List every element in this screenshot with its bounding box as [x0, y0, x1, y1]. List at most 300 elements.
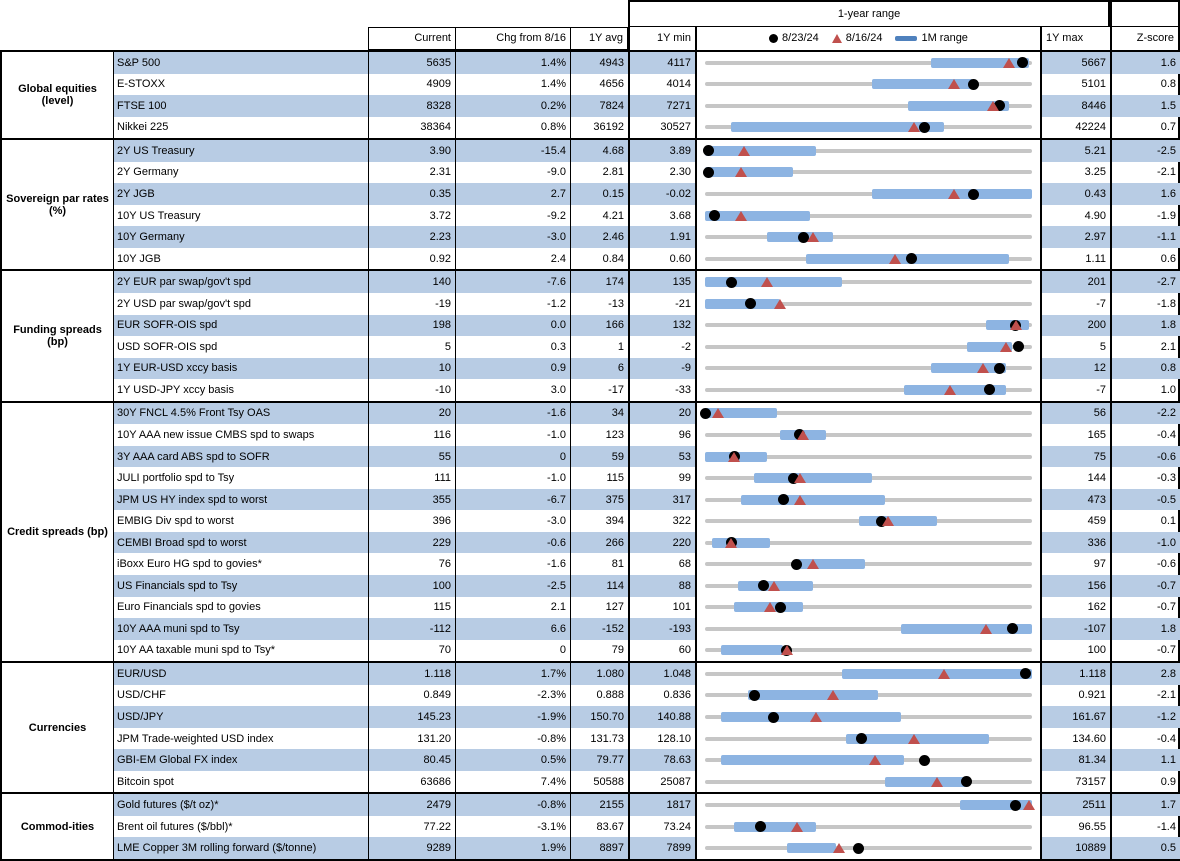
chg-from-8-16-cell: -0.8%: [455, 794, 570, 816]
chg-from-8-16-cell: 2.1: [455, 597, 570, 619]
prior-week-triangle-marker: [948, 189, 960, 199]
prior-week-triangle-marker: [931, 777, 943, 787]
section-rows: [113, 663, 1180, 792]
range-chart-cell: [695, 685, 1040, 707]
1y-min-cell: 0.836: [628, 685, 695, 707]
asset-name-cell: 2Y USD par swap/gov't spd: [117, 297, 251, 310]
1y-avg-cell: 174: [570, 271, 628, 293]
table-section: [2, 50, 1178, 138]
1y-max-cell: 73157: [1040, 771, 1110, 793]
asset-name-cell: LME Copper 3M rolling forward ($/tonne): [114, 837, 368, 859]
chg-from-8-16-cell: -1.6: [455, 553, 570, 575]
1y-max-cell: 10889: [1040, 837, 1110, 859]
1y-min-cell: 73.24: [628, 816, 695, 838]
current-value-cell: 100: [368, 575, 455, 597]
asset-name-cell: EUR SOFR-OIS spd: [114, 315, 368, 337]
table-row: [114, 597, 1180, 619]
asset-name-cell: 2Y JGB: [114, 183, 368, 205]
prior-week-triangle-marker: [908, 734, 920, 744]
z-score-cell: 2.1: [1110, 336, 1180, 358]
z-score-cell: -0.7: [1110, 575, 1180, 597]
current-dot-marker: [994, 363, 1005, 374]
range-chart-cell: [695, 618, 1040, 640]
1m-range-bar: [705, 299, 780, 309]
range-chart-cell: [695, 95, 1040, 117]
1y-max-cell: 12: [1040, 358, 1110, 380]
1y-max-cell: 2511: [1040, 794, 1110, 816]
current-dot-marker: [1013, 341, 1024, 352]
column-header-chg-from-8-16: Chg from 8/16: [455, 27, 570, 50]
asset-name-cell: Bitcoin spot: [117, 775, 174, 788]
prior-week-triangle-marker: [764, 602, 776, 612]
1y-max-cell: 3.25: [1040, 162, 1110, 184]
table-row: [114, 771, 1180, 793]
1y-max-cell: 5.21: [1040, 140, 1110, 162]
range-track: [705, 433, 1032, 437]
1m-range-bar: [741, 495, 885, 505]
1m-range-bar: [748, 690, 879, 700]
table-row: [114, 205, 1180, 227]
asset-name-cell: USD/CHF: [117, 689, 166, 702]
1y-avg-cell: 115: [570, 467, 628, 489]
chg-from-8-16-cell: 1.9%: [455, 837, 570, 859]
current-value-cell: 396: [368, 510, 455, 532]
current-value-cell: 63686: [368, 771, 455, 793]
z-score-cell: 1.6: [1110, 183, 1180, 205]
table-row: [114, 140, 1180, 162]
table-row: [114, 446, 1180, 468]
asset-name-cell: iBoxx Euro HG spd to govies*: [117, 558, 262, 571]
chg-from-8-16-cell: -6.7: [455, 489, 570, 511]
current-dot-marker: [968, 79, 979, 90]
z-score-cell: 0.8: [1110, 358, 1180, 380]
asset-name-cell: 10Y US Treasury: [117, 209, 201, 222]
range-chart-cell: [695, 467, 1040, 489]
table-section: [2, 661, 1178, 792]
1y-max-cell: 473: [1040, 489, 1110, 511]
1y-avg-cell: 114: [570, 575, 628, 597]
range-chart-cell: [695, 74, 1040, 96]
section-rows: [113, 271, 1180, 400]
prior-week-triangle-marker: [1023, 800, 1035, 810]
range-chart-cell: [695, 403, 1040, 425]
chg-from-8-16-cell: 1.4%: [455, 52, 570, 74]
1y-avg-cell: 0.888: [570, 685, 628, 707]
asset-name-cell: S&P 500: [114, 52, 368, 74]
1y-max-cell: 156: [1040, 575, 1110, 597]
1m-range-bar: [859, 516, 937, 526]
asset-name-cell: Gold futures ($/t oz)*: [114, 794, 368, 816]
1m-range-bar: [705, 167, 793, 177]
current-value-cell: 145.23: [368, 706, 455, 728]
1y-max-cell: -107: [1040, 618, 1110, 640]
z-score-cell: 1.7: [1110, 794, 1180, 816]
1y-min-cell: 25087: [628, 771, 695, 793]
current-value-cell: 55: [368, 446, 455, 468]
1y-min-cell: -21: [628, 293, 695, 315]
range-chart-cell: [695, 248, 1040, 270]
table-row: [114, 837, 1180, 859]
table-row: [114, 315, 1180, 337]
table-row: [114, 162, 1180, 184]
range-chart-cell: [695, 424, 1040, 446]
z-score-cell: 1.6: [1110, 52, 1180, 74]
1y-avg-cell: 50588: [570, 771, 628, 793]
prior-week-triangle-marker: [794, 473, 806, 483]
1y-avg-cell: 4943: [570, 52, 628, 74]
1y-min-cell: 132: [628, 315, 695, 337]
1y-max-cell: 165: [1040, 424, 1110, 446]
table-section: [2, 269, 1178, 400]
1y-min-cell: -2: [628, 336, 695, 358]
1y-min-cell: 1.91: [628, 226, 695, 248]
asset-name-cell: JPM US HY index spd to worst: [114, 489, 368, 511]
table-section: [2, 401, 1178, 661]
table-row: [114, 794, 1180, 816]
1y-max-cell: 200: [1040, 315, 1110, 337]
range-chart-cell: [695, 315, 1040, 337]
chg-from-8-16-cell: -9.2: [455, 205, 570, 227]
chg-from-8-16-cell: 0.3: [455, 336, 570, 358]
chg-from-8-16-cell: -9.0: [455, 162, 570, 184]
range-chart-cell: [695, 640, 1040, 662]
chg-from-8-16-cell: 0: [455, 640, 570, 662]
current-value-cell: 77.22: [368, 816, 455, 838]
1y-max-cell: 5667: [1040, 52, 1110, 74]
1m-range-bar: [712, 538, 771, 548]
1y-max-cell: 56: [1040, 403, 1110, 425]
table-header: [0, 0, 1180, 50]
1y-min-cell: 1.048: [628, 663, 695, 685]
range-chart-cell: [695, 162, 1040, 184]
chg-from-8-16-cell: 6.6: [455, 618, 570, 640]
asset-name-cell: 3Y AAA card ABS spd to SOFR: [114, 446, 368, 468]
prior-week-triangle-marker: [735, 211, 747, 221]
prior-week-triangle-marker: [987, 101, 999, 111]
range-track: [705, 846, 1032, 850]
prior-week-triangle-marker: [882, 516, 894, 526]
current-value-cell: 1.118: [368, 663, 455, 685]
current-value-cell: 111: [368, 467, 455, 489]
prior-week-triangle-marker: [738, 146, 750, 156]
dot-marker-icon: [769, 34, 778, 43]
1y-max-cell: 1.11: [1040, 248, 1110, 270]
table-row: [114, 336, 1180, 358]
asset-name-cell: JULI portfolio spd to Tsy: [117, 472, 235, 485]
z-score-cell: -0.7: [1110, 640, 1180, 662]
1y-avg-cell: 266: [570, 532, 628, 554]
section-label: Sovereign par rates (%): [2, 140, 113, 269]
current-value-cell: 70: [368, 640, 455, 662]
1y-avg-cell: 6: [570, 358, 628, 380]
range-chart-cell: [695, 183, 1040, 205]
current-value-cell: 10: [368, 358, 455, 380]
1m-range-bar: [705, 211, 810, 221]
column-header-1y-avg: 1Y avg: [570, 27, 628, 50]
1y-max-cell: 5: [1040, 336, 1110, 358]
1y-min-cell: 220: [628, 532, 695, 554]
asset-name-cell: GBI-EM Global FX index: [114, 749, 368, 771]
range-chart-cell: [695, 271, 1040, 293]
1y-min-cell: 2.30: [628, 162, 695, 184]
prior-week-triangle-marker: [791, 822, 803, 832]
chg-from-8-16-cell: -1.9%: [455, 706, 570, 728]
1y-min-cell: 7899: [628, 837, 695, 859]
table-row: [114, 358, 1180, 380]
legend-item-triangle: [832, 28, 883, 49]
z-score-cell: -1.2: [1110, 706, 1180, 728]
asset-name-cell: EUR/USD: [114, 663, 368, 685]
chg-from-8-16-cell: -1.6: [455, 403, 570, 425]
chg-from-8-16-cell: -3.1%: [455, 816, 570, 838]
prior-week-triangle-marker: [810, 712, 822, 722]
current-dot-marker: [968, 189, 979, 200]
range-chart-cell: [695, 293, 1040, 315]
chg-from-8-16-cell: 1.7%: [455, 663, 570, 685]
z-score-cell: -2.2: [1110, 403, 1180, 425]
1y-max-cell: 161.67: [1040, 706, 1110, 728]
1y-max-cell: 459: [1040, 510, 1110, 532]
range-chart-cell: [695, 510, 1040, 532]
1m-range-bar: [885, 777, 967, 787]
prior-week-triangle-marker: [833, 843, 845, 853]
chg-from-8-16-cell: 1.4%: [455, 74, 570, 96]
chg-from-8-16-cell: 2.4: [455, 248, 570, 270]
chg-from-8-16-cell: -2.3%: [455, 685, 570, 707]
asset-name-cell: Nikkei 225: [117, 121, 169, 134]
chg-from-8-16-cell: -0.6: [455, 532, 570, 554]
1y-avg-cell: 4.21: [570, 205, 628, 227]
chg-from-8-16-cell: -1.0: [455, 467, 570, 489]
asset-name-cell: CEMBI Broad spd to worst: [114, 532, 368, 554]
1y-min-cell: 99: [628, 467, 695, 489]
column-header-current: Current: [368, 27, 455, 50]
range-chart-cell: [695, 532, 1040, 554]
range-chart-cell: [695, 226, 1040, 248]
asset-name-cell: 2Y Germany: [117, 166, 179, 179]
range-chart-cell: [695, 749, 1040, 771]
current-value-cell: 38364: [368, 117, 455, 139]
range-track: [705, 82, 1032, 86]
1y-avg-cell: 83.67: [570, 816, 628, 838]
asset-name-cell: 10Y AAA muni spd to Tsy: [114, 618, 368, 640]
1y-avg-cell: 81: [570, 553, 628, 575]
prior-week-triangle-marker: [761, 277, 773, 287]
table-row: [114, 728, 1180, 750]
current-dot-marker: [726, 277, 737, 288]
prior-week-triangle-marker: [725, 538, 737, 548]
current-dot-marker: [919, 755, 930, 766]
table-row: [114, 510, 1180, 532]
prior-week-triangle-marker: [781, 645, 793, 655]
current-value-cell: 229: [368, 532, 455, 554]
range-track: [705, 323, 1032, 327]
z-score-cell: -0.5: [1110, 489, 1180, 511]
1y-min-cell: 322: [628, 510, 695, 532]
1y-max-cell: 96.55: [1040, 816, 1110, 838]
table-row: [114, 117, 1180, 139]
z-score-cell: -2.7: [1110, 271, 1180, 293]
1y-min-cell: 60: [628, 640, 695, 662]
range-chart-cell: [695, 794, 1040, 816]
1y-min-cell: -193: [628, 618, 695, 640]
chg-from-8-16-cell: -3.0: [455, 510, 570, 532]
current-dot-marker: [853, 843, 864, 854]
range-chart-cell: [695, 336, 1040, 358]
section-rows: [113, 403, 1180, 661]
1y-avg-cell: 1: [570, 336, 628, 358]
1y-max-cell: 1.118: [1040, 663, 1110, 685]
section-label: Global equities (level): [2, 52, 113, 138]
range-bar-icon: [895, 36, 917, 41]
chg-from-8-16-cell: -2.5: [455, 575, 570, 597]
current-value-cell: 2.23: [368, 226, 455, 248]
range-chart-cell: [695, 816, 1040, 838]
1m-range-bar: [734, 822, 816, 832]
chg-from-8-16-cell: 0.5%: [455, 749, 570, 771]
1y-avg-cell: 166: [570, 315, 628, 337]
table-row: [114, 271, 1180, 293]
z-score-cell: -2.5: [1110, 140, 1180, 162]
1y-avg-cell: 79.77: [570, 749, 628, 771]
table-row: [114, 183, 1180, 205]
table-row: [114, 532, 1180, 554]
asset-name-cell: 30Y FNCL 4.5% Front Tsy OAS: [114, 403, 368, 425]
chg-from-8-16-cell: -15.4: [455, 140, 570, 162]
current-value-cell: 3.90: [368, 140, 455, 162]
table-row: [114, 95, 1180, 117]
chg-from-8-16-cell: 3.0: [455, 379, 570, 401]
1y-avg-cell: 375: [570, 489, 628, 511]
1y-avg-cell: 394: [570, 510, 628, 532]
z-score-cell: -1.8: [1110, 293, 1180, 315]
table-row: [114, 379, 1180, 401]
1y-max-cell: 0.43: [1040, 183, 1110, 205]
current-value-cell: 2.31: [368, 162, 455, 184]
z-score-cell: -0.3: [1110, 467, 1180, 489]
asset-name-cell: Brent oil futures ($/bbl)*: [117, 820, 233, 833]
current-value-cell: 131.20: [368, 728, 455, 750]
1y-avg-cell: 8897: [570, 837, 628, 859]
1m-range-bar: [787, 843, 836, 853]
legend-dot-label: 8/23/24: [782, 32, 819, 44]
range-chart-cell: [695, 706, 1040, 728]
current-value-cell: 0.35: [368, 183, 455, 205]
prior-week-triangle-marker: [807, 559, 819, 569]
section-rows: [113, 140, 1180, 269]
current-dot-marker: [703, 167, 714, 178]
prior-week-triangle-marker: [980, 624, 992, 634]
table-row: [114, 816, 1180, 838]
1m-range-bar: [986, 320, 1029, 330]
table-row: [114, 226, 1180, 248]
prior-week-triangle-marker: [908, 122, 920, 132]
z-score-cell: 1.1: [1110, 749, 1180, 771]
prior-week-triangle-marker: [827, 690, 839, 700]
range-chart-cell: [695, 771, 1040, 793]
z-score-cell: 0.7: [1110, 117, 1180, 139]
section-label: Credit spreads (bp): [2, 403, 113, 661]
asset-name-cell: 1Y USD-JPY xccy basis: [117, 383, 234, 396]
z-score-cell: 1.8: [1110, 315, 1180, 337]
range-chart-cell: [695, 597, 1040, 619]
table-row: [114, 424, 1180, 446]
z-score-cell: 0.1: [1110, 510, 1180, 532]
1y-max-cell: 144: [1040, 467, 1110, 489]
table-row: [114, 749, 1180, 771]
table-row: [114, 403, 1180, 425]
table-row: [114, 52, 1180, 74]
current-value-cell: 3.72: [368, 205, 455, 227]
chg-from-8-16-cell: 0.8%: [455, 117, 570, 139]
1y-max-cell: 2.97: [1040, 226, 1110, 248]
prior-week-triangle-marker: [797, 430, 809, 440]
1y-max-cell: 201: [1040, 271, 1110, 293]
table-row: [114, 706, 1180, 728]
1y-min-cell: 7271: [628, 95, 695, 117]
current-dot-marker: [791, 559, 802, 570]
chg-from-8-16-cell: -7.6: [455, 271, 570, 293]
1y-max-cell: 4.90: [1040, 205, 1110, 227]
table-row: [114, 248, 1180, 270]
prior-week-triangle-marker: [948, 79, 960, 89]
current-value-cell: 5: [368, 336, 455, 358]
header-empty-cell: [1110, 0, 1180, 27]
1y-max-cell: 97: [1040, 553, 1110, 575]
1y-min-cell: 30527: [628, 117, 695, 139]
legend-item-bar: [895, 28, 967, 49]
prior-week-triangle-marker: [712, 408, 724, 418]
1y-min-cell: 68: [628, 553, 695, 575]
current-dot-marker: [778, 494, 789, 505]
1y-avg-cell: 36192: [570, 117, 628, 139]
range-chart-legend: [695, 27, 1040, 50]
z-score-cell: -0.4: [1110, 424, 1180, 446]
chg-from-8-16-cell: -1.2: [455, 293, 570, 315]
z-score-cell: -0.4: [1110, 728, 1180, 750]
table-row: [114, 685, 1180, 707]
chg-from-8-16-cell: 0.2%: [455, 95, 570, 117]
asset-name-cell: US Financials spd to Tsy: [114, 575, 368, 597]
prior-week-triangle-marker: [977, 363, 989, 373]
1m-range-bar: [705, 146, 816, 156]
asset-name-cell: 10Y AA taxable muni spd to Tsy*: [117, 644, 275, 657]
1y-min-cell: 3.89: [628, 140, 695, 162]
current-value-cell: 115: [368, 597, 455, 619]
chg-from-8-16-cell: 0: [455, 446, 570, 468]
z-score-cell: -1.0: [1110, 532, 1180, 554]
1y-max-cell: 100: [1040, 640, 1110, 662]
range-chart-cell: [695, 52, 1040, 74]
1y-min-cell: -9: [628, 358, 695, 380]
current-dot-marker: [700, 408, 711, 419]
section-label: Commod-ities: [2, 794, 113, 859]
z-score-cell: -1.1: [1110, 226, 1180, 248]
chg-from-8-16-cell: -0.8%: [455, 728, 570, 750]
column-header-1y-max: 1Y max: [1040, 27, 1110, 50]
table-section: [2, 138, 1178, 269]
1y-min-cell: 78.63: [628, 749, 695, 771]
range-track: [705, 562, 1032, 566]
section-label: Currencies: [2, 663, 113, 792]
prior-week-triangle-marker: [1010, 320, 1022, 330]
current-dot-marker: [961, 776, 972, 787]
current-value-cell: 20: [368, 403, 455, 425]
range-chart-cell: [695, 446, 1040, 468]
1y-avg-cell: -17: [570, 379, 628, 401]
prior-week-triangle-marker: [869, 755, 881, 765]
current-value-cell: 80.45: [368, 749, 455, 771]
